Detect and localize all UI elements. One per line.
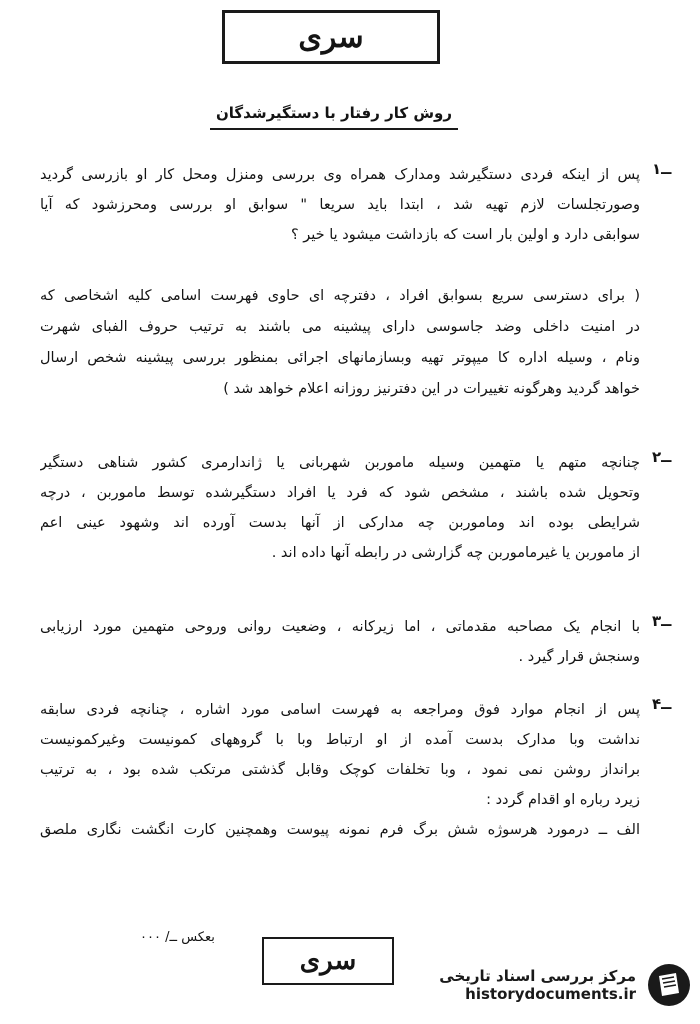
text-line: چنانچه متهم یا متهمین وسیله ماموربن شهربانی یا ژاندارمری کشور شناهی دستگیر [40,455,640,471]
archive-logo-icon [646,962,692,1008]
text-line: الف ــ درمورد هرسوژه شش برگ فرم نمونه پیوست وهمچنین کارت انگشت نگاری ملصق [40,822,640,838]
text-line: از ماموربن یا غیرماموربن چه گزارشی در رابطه آنها داده اند . [271,545,640,561]
text-line: وسنجش قرار گیرد . [518,649,640,665]
text-line: شرایطی بوده اند وماموربن چه مدارکی از آنها بدست آورده اند وشهود عینی اعم [40,515,640,531]
classification-stamp-top [222,10,440,64]
text-line: سوابقی دارد و اولین بار است که بازداشت میشود یا خیر ؟ [290,227,640,243]
text-line: پس از انجام موارد فوق ومراجعه به فهرست اسامی مورد اشاره ، چنانچه فردی سابقه [40,702,640,718]
text-line: زیرد رباره او اقدام گردد : [486,792,640,808]
watermark-name: مرکز بررسی اسناد تاریخی [439,967,636,985]
text-line: با انجام یک مصاحبه مقدماتی ، اما زیرکانه ، وضعیت روانی وروحی متهمین مورد ارزیابی [40,619,640,635]
watermark-url: historydocuments.ir [465,985,636,1003]
text-line: نداشت وبا مدارک بدست آمده از او ارتباط وبا با گروههای کمونیست وغیرکمونیست [40,732,640,748]
document-title: روش کار رفتار با دستگیرشدگان [216,104,452,122]
text-line: پس از اینکه فردی دستگیرشد ومدارک همراه وی بررسی ومنزل ومحل کار او بازرسی گردید [40,167,640,183]
text-line: ( برای دسترسی سریع بسوابق افراد ، دفترچه ای حاوی فهرست اسامی کلیه اشخاصی که [40,288,640,304]
watermark [402,952,692,1018]
paragraph-number: ۲ــ [652,448,672,466]
classification-label-top: سری [298,19,364,55]
paragraph-number: ۴ــ [652,695,672,713]
text-line: وتحویل شده باشند ، مشخص شود که فرد یا افراد دستگیرشده توسط ماموربن ، درچه [40,485,640,501]
text-line: خواهد گردید وهرگونه تغییرات در این دفترنیز روزانه اعلام خواهد شد ) [223,381,640,397]
classification-stamp-bottom [262,937,394,985]
paragraph-2 [40,448,672,568]
paragraph-number: ۱ــ [652,160,672,178]
watermark-text [439,967,636,1003]
paragraph-4 [40,695,672,845]
paragraph-3 [40,612,672,672]
continuation-note: بعکس ــ/ ۰۰۰ [140,930,215,945]
text-line: وصورتجلسات لازم تهیه شد ، ابتدا باید سریعا " سوابق او بررسی ومحرزشود که آیا [40,197,640,213]
text-line: برانداز روشن نمی نمود ، وبا تخلفات کوچک وقابل گذشتی مرتکب شده بود ، به ترتیب [40,762,640,778]
text-line: در امنیت داخلی وضد جاسوسی دارای پیشینه می باشند به ترتیب حروف الفبای شهرت [40,319,640,335]
title-underline [210,128,458,130]
paragraph-number: ۳ــ [652,612,672,630]
text-line: ونام ، وسیله اداره کا میپوتر تهیه وبسازمانهای اجرائی بمنظور بررسی پیشینه شخص ارسال [40,350,640,366]
classification-label-bottom: سری [299,946,357,976]
paragraph-note [40,281,640,405]
paragraph-1 [40,160,672,250]
